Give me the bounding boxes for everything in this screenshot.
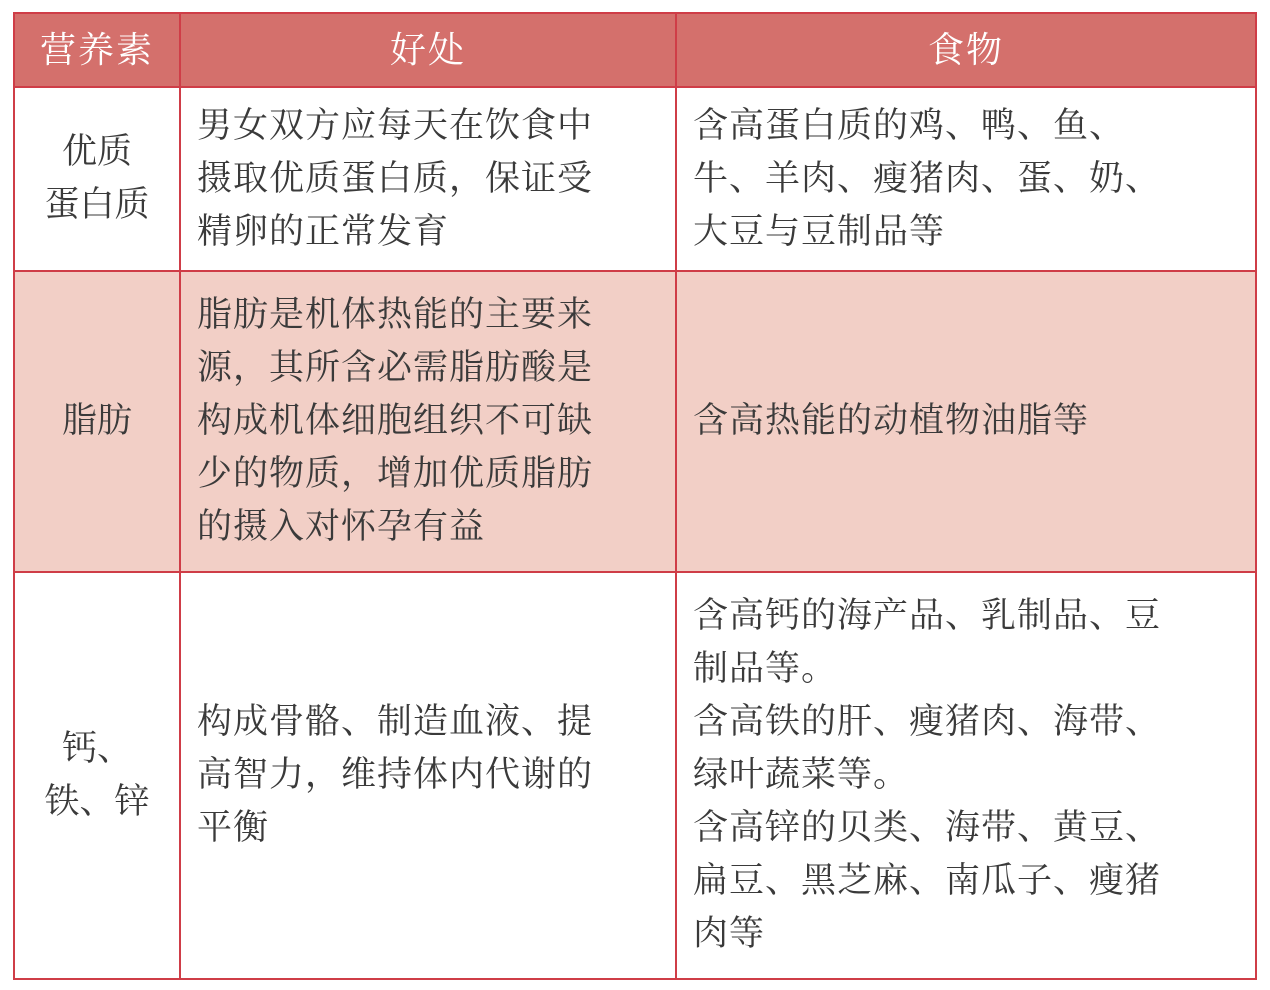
header-benefit: 好处 <box>181 14 677 88</box>
row-3-nutrient: 钙、 铁、锌 <box>15 573 181 978</box>
row-2-food: 含高热能的动植物油脂等 <box>677 272 1255 573</box>
row-2-benefit: 脂肪是机体热能的主要来 源，其所含必需脂肪酸是 构成机体细胞组织不可缺 少的物质，增加优质脂肪 的摄入对怀孕有益 <box>181 272 677 573</box>
header-nutrient: 营养素 <box>15 14 181 88</box>
header-food: 食物 <box>677 14 1255 88</box>
row-3-food: 含高钙的海产品、乳制品、豆 制品等。 含高铁的肝、瘦猪肉、海带、 绿叶蔬菜等。 含高锌的贝类、海带、黄豆、 扁豆、黑芝麻、南瓜子、瘦猪 肉等 <box>693 596 1162 954</box>
row-1-benefit: 男女双方应每天在饮食中 摄取优质蛋白质，保证受 精卵的正常发育 <box>181 88 677 272</box>
row-3-benefit: 构成骨骼、制造血液、提 高智力，维持体内代谢的 平衡 <box>181 573 677 978</box>
row-2-nutrient: 脂肪 <box>15 272 181 573</box>
nutrition-table <box>13 12 1257 980</box>
row-1-food: 含高蛋白质的鸡、鸭、鱼、 牛、羊肉、瘦猪肉、蛋、奶、 大豆与豆制品等 <box>677 88 1255 272</box>
row-1-nutrient: 优质 蛋白质 <box>15 88 181 272</box>
